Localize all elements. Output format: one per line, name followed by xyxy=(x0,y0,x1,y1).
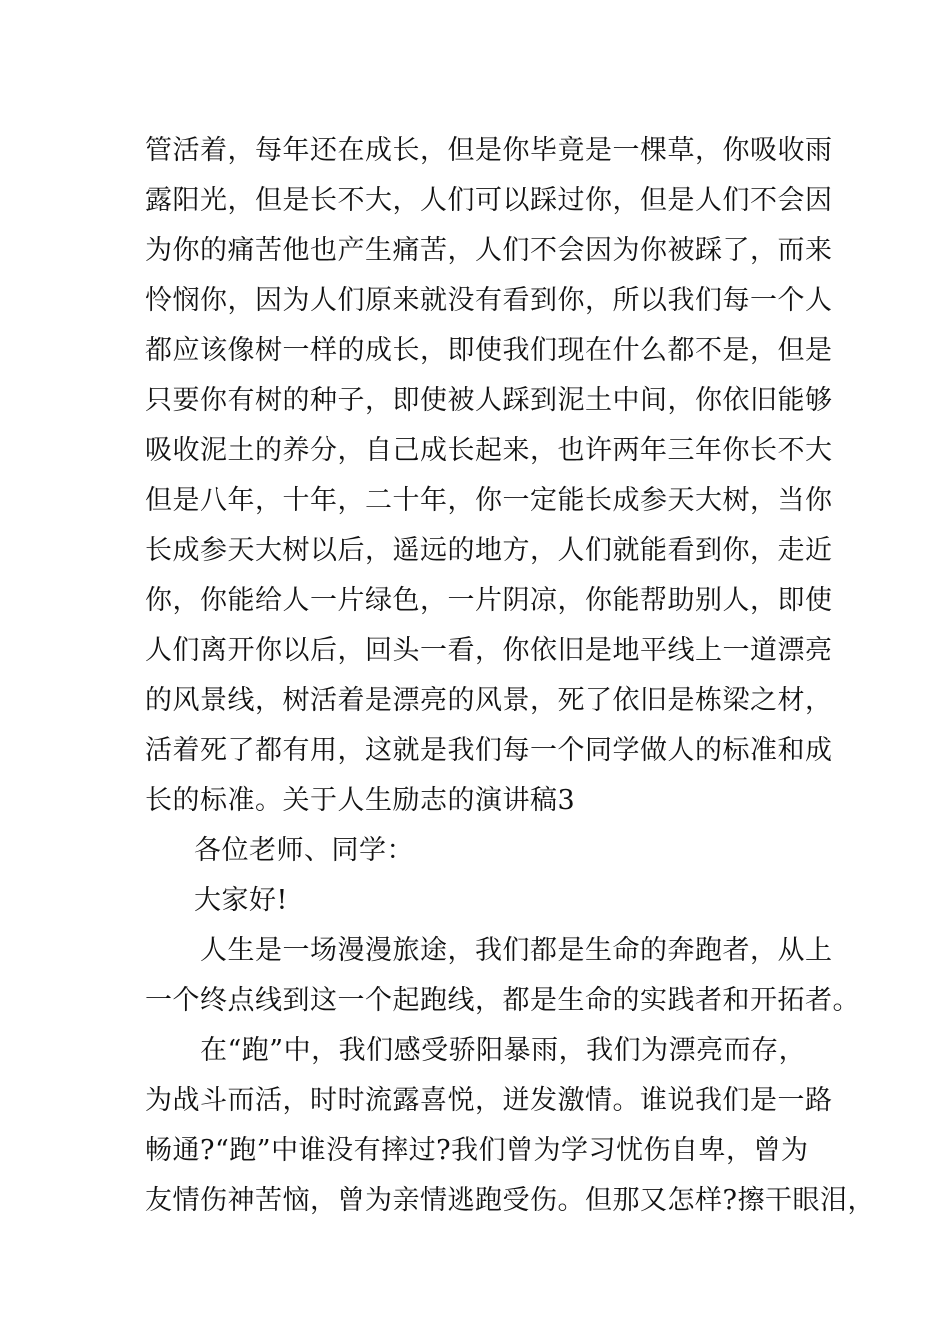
text-line: 都应该像树一样的成长，即使我们现在什么都不是，但是 xyxy=(145,335,833,366)
text-line: 一个终点线到这一个起跑线，都是生命的实践者和开拓者。 xyxy=(145,985,860,1016)
text-line: 你，你能给人一片绿色，一片阴凉，你能帮助别人，即使 xyxy=(145,585,833,616)
text-line: 怜悯你，因为人们原来就没有看到你，所以我们每一个人 xyxy=(145,285,833,316)
paragraph-start: 人生是一场漫漫旅途，我们都是生命的奔跑者，从上 xyxy=(200,935,833,966)
text-line: 长的标准。关于人生励志的演讲稿3 xyxy=(145,785,576,816)
paragraph-start: 在“跑”中，我们感受骄阳暴雨，我们为漂亮而存， xyxy=(200,1035,807,1066)
salutation: 各位老师、同学： xyxy=(194,835,414,866)
greeting: 大家好! xyxy=(194,885,288,916)
text-line: 人们离开你以后，回头一看，你依旧是地平线上一道漂亮 xyxy=(145,635,833,666)
text-line: 的风景线，树活着是漂亮的风景，死了依旧是栋梁之材， xyxy=(145,685,833,716)
text-line: 露阳光，但是长不大，人们可以踩过你，但是人们不会因 xyxy=(145,185,833,216)
text-line: 为战斗而活，时时流露喜悦，迸发激情。谁说我们是一路 xyxy=(145,1085,833,1116)
text-line: 活着死了都有用，这就是我们每一个同学做人的标准和成 xyxy=(145,735,833,766)
text-line: 吸收泥土的养分，自己成长起来，也许两年三年你长不大 xyxy=(145,435,833,466)
text-line: 管活着，每年还在成长，但是你毕竟是一棵草，你吸收雨 xyxy=(145,135,833,166)
text-line: 长成参天大树以后，遥远的地方，人们就能看到你，走近 xyxy=(145,535,833,566)
text-line: 但是八年，十年，二十年，你一定能长成参天大树，当你 xyxy=(145,485,833,516)
text-line: 友情伤神苦恼，曾为亲情逃跑受伤。但那又怎样?擦干眼泪， xyxy=(145,1185,875,1216)
text-line: 只要你有树的种子，即使被人踩到泥土中间，你依旧能够 xyxy=(145,385,833,416)
text-line: 为你的痛苦他也产生痛苦，人们不会因为你被踩了，而来 xyxy=(145,235,833,266)
text-line: 畅通?“跑”中谁没有摔过?我们曾为学习忧伤自卑，曾为 xyxy=(145,1135,809,1166)
